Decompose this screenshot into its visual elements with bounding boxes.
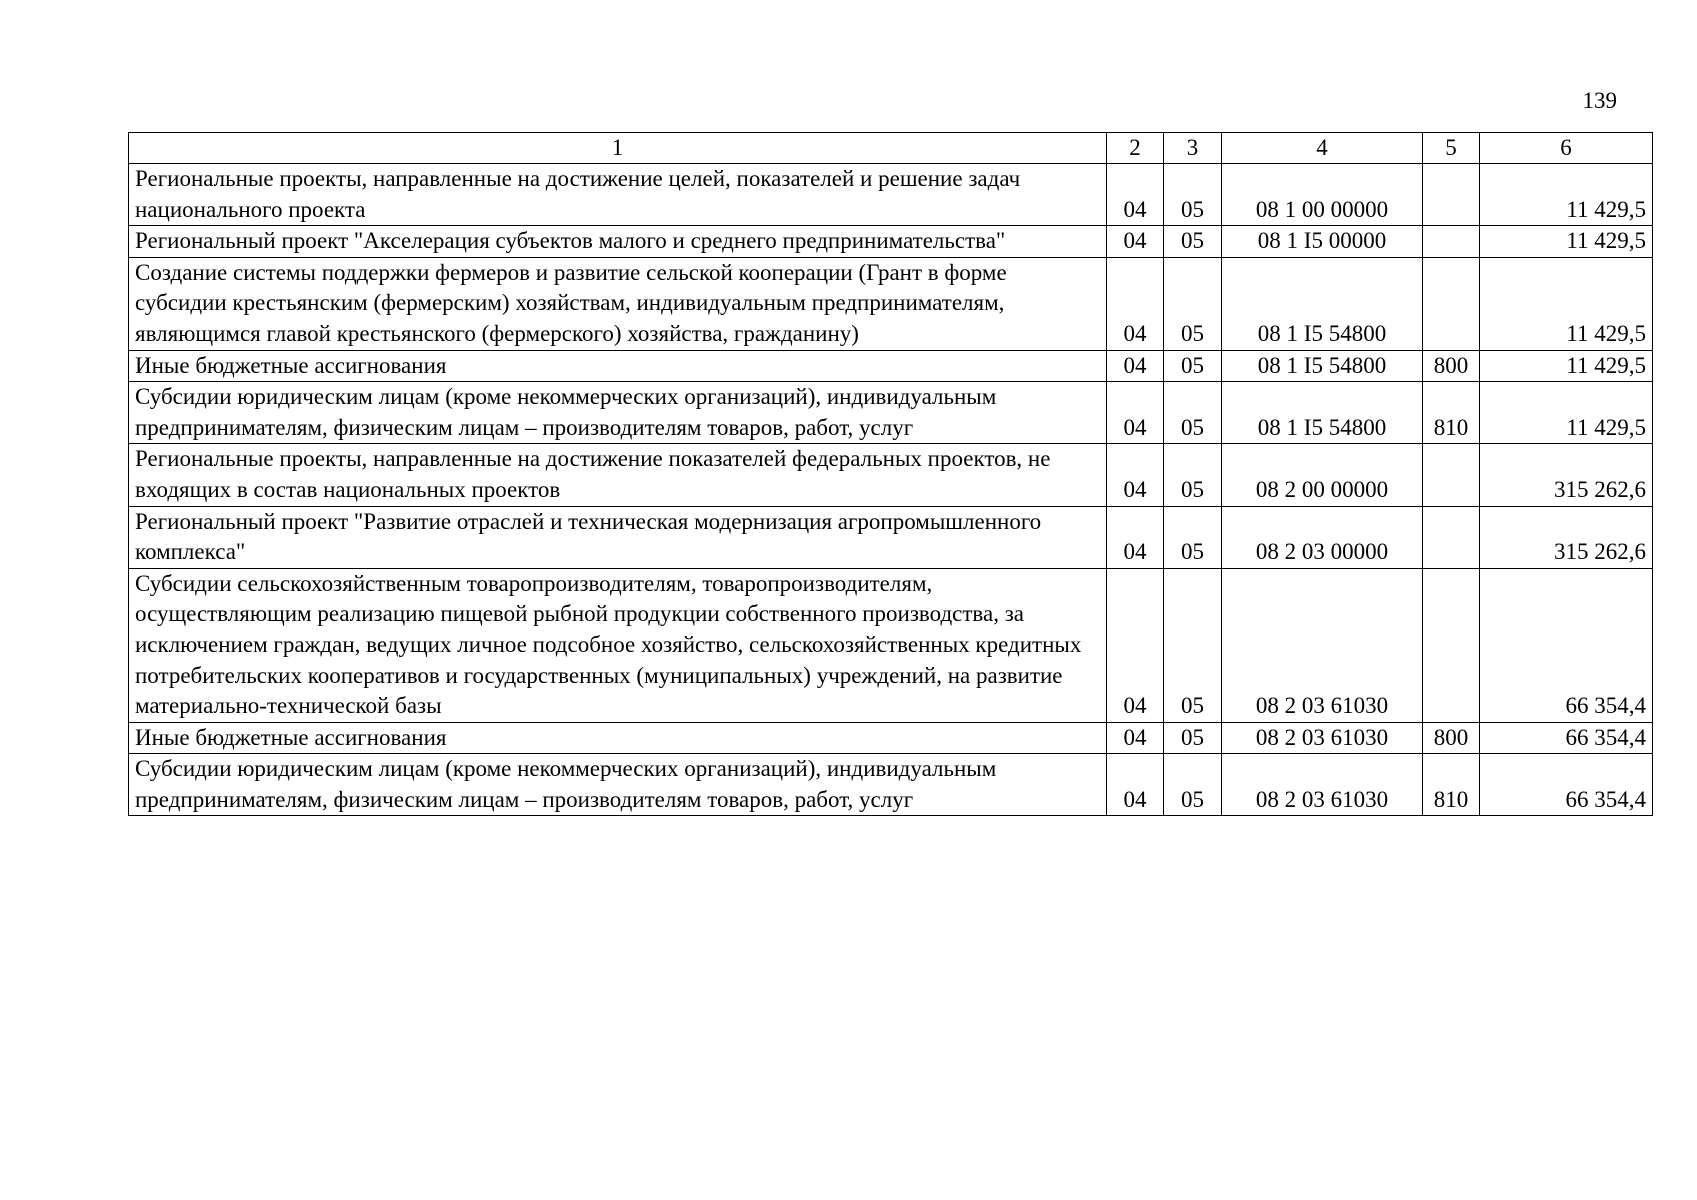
table-row — [129, 226, 1653, 258]
row-name: Региональные проекты, направленные на достижение показателей федеральных проектов, не входящих в состав национальных проектов — [129, 444, 1107, 506]
row-name: Создание системы поддержки фермеров и развитие сельской кооперации (Грант в форме субсидии крестьянским (фермерским) хозяйствам, индивидуальным предпринимателям, являющимся главой крестьянского (фермерского) хозяйства, гражданину) — [129, 257, 1107, 350]
row-section: 04 — [1107, 444, 1164, 506]
row-target-code: 08 2 03 61030 — [1222, 722, 1423, 754]
row-subsection: 05 — [1164, 754, 1222, 816]
row-section: 04 — [1107, 568, 1164, 722]
row-amount: 315 262,6 — [1480, 444, 1653, 506]
row-subsection: 05 — [1164, 350, 1222, 382]
row-subsection: 05 — [1164, 382, 1222, 444]
row-target-code: 08 2 03 00000 — [1222, 506, 1423, 568]
row-expense-type: 810 — [1423, 382, 1480, 444]
row-name: Иные бюджетные ассигнования — [129, 350, 1107, 382]
row-expense-type — [1423, 506, 1480, 568]
row-subsection: 05 — [1164, 568, 1222, 722]
row-amount: 11 429,5 — [1480, 382, 1653, 444]
row-section: 04 — [1107, 382, 1164, 444]
row-amount: 11 429,5 — [1480, 164, 1653, 226]
row-subsection: 05 — [1164, 257, 1222, 350]
row-expense-type — [1423, 226, 1480, 258]
row-subsection: 05 — [1164, 226, 1222, 258]
page-number: 139 — [1582, 88, 1617, 113]
row-name: Региональный проект "Акселерация субъектов малого и среднего предпринимательства" — [129, 226, 1107, 258]
row-subsection: 05 — [1164, 506, 1222, 568]
row-section: 04 — [1107, 164, 1164, 226]
row-expense-type: 810 — [1423, 754, 1480, 816]
row-amount: 11 429,5 — [1480, 226, 1653, 258]
row-section: 04 — [1107, 506, 1164, 568]
row-target-code: 08 2 00 00000 — [1222, 444, 1423, 506]
table-row — [129, 722, 1653, 754]
row-target-code: 08 2 03 61030 — [1222, 754, 1423, 816]
row-target-code: 08 2 03 61030 — [1222, 568, 1423, 722]
row-name: Иные бюджетные ассигнования — [129, 722, 1107, 754]
row-amount: 66 354,4 — [1480, 722, 1653, 754]
row-target-code: 08 1 I5 54800 — [1222, 382, 1423, 444]
row-amount: 66 354,4 — [1480, 568, 1653, 722]
row-expense-type — [1423, 568, 1480, 722]
row-section: 04 — [1107, 257, 1164, 350]
table-row — [129, 444, 1653, 506]
column-header-amount: 6 — [1480, 133, 1653, 164]
column-header-section: 2 — [1107, 133, 1164, 164]
column-header-name: 1 — [129, 133, 1107, 164]
row-section: 04 — [1107, 350, 1164, 382]
row-section: 04 — [1107, 754, 1164, 816]
row-amount: 11 429,5 — [1480, 257, 1653, 350]
table-row — [129, 257, 1653, 350]
table-row — [129, 506, 1653, 568]
row-subsection: 05 — [1164, 722, 1222, 754]
header-row — [129, 133, 1653, 164]
row-expense-type — [1423, 444, 1480, 506]
row-section: 04 — [1107, 226, 1164, 258]
row-name: Региональные проекты, направленные на достижение целей, показателей и решение задач национального проекта — [129, 164, 1107, 226]
row-target-code: 08 1 I5 00000 — [1222, 226, 1423, 258]
row-target-code: 08 1 I5 54800 — [1222, 257, 1423, 350]
column-header-expense-type: 5 — [1423, 133, 1480, 164]
row-section: 04 — [1107, 722, 1164, 754]
table-row — [129, 164, 1653, 226]
row-amount: 66 354,4 — [1480, 754, 1653, 816]
column-header-target-code: 4 — [1222, 133, 1423, 164]
row-name: Субсидии юридическим лицам (кроме некоммерческих организаций), индивидуальным предпринимателям, физическим лицам – производителям товаров, работ, услуг — [129, 382, 1107, 444]
row-subsection: 05 — [1164, 164, 1222, 226]
row-expense-type — [1423, 257, 1480, 350]
table-row — [129, 382, 1653, 444]
row-name: Субсидии юридическим лицам (кроме некоммерческих организаций), индивидуальным предпринимателям, физическим лицам – производителям товаров, работ, услуг — [129, 754, 1107, 816]
table-row — [129, 350, 1653, 382]
row-expense-type: 800 — [1423, 350, 1480, 382]
table-row — [129, 754, 1653, 816]
row-expense-type: 800 — [1423, 722, 1480, 754]
row-expense-type — [1423, 164, 1480, 226]
row-subsection: 05 — [1164, 444, 1222, 506]
budget-table — [128, 132, 1653, 816]
row-target-code: 08 1 00 00000 — [1222, 164, 1423, 226]
row-target-code: 08 1 I5 54800 — [1222, 350, 1423, 382]
table-row — [129, 568, 1653, 722]
row-name: Субсидии сельскохозяйственным товаропроизводителям, товаропроизводителям, осуществляющим реализацию пищевой рыбной продукции собственного производства, за исключением граждан, ведущих личное подсобное хозяйство, сельскохозяйственных кредитных потребительских кооперативов и государственных (муниципальных) учреждений, на развитие материально-технической базы — [129, 568, 1107, 722]
row-name: Региональный проект "Развитие отраслей и техническая модернизация агропромышленного комплекса" — [129, 506, 1107, 568]
column-header-subsection: 3 — [1164, 133, 1222, 164]
row-amount: 315 262,6 — [1480, 506, 1653, 568]
row-amount: 11 429,5 — [1480, 350, 1653, 382]
